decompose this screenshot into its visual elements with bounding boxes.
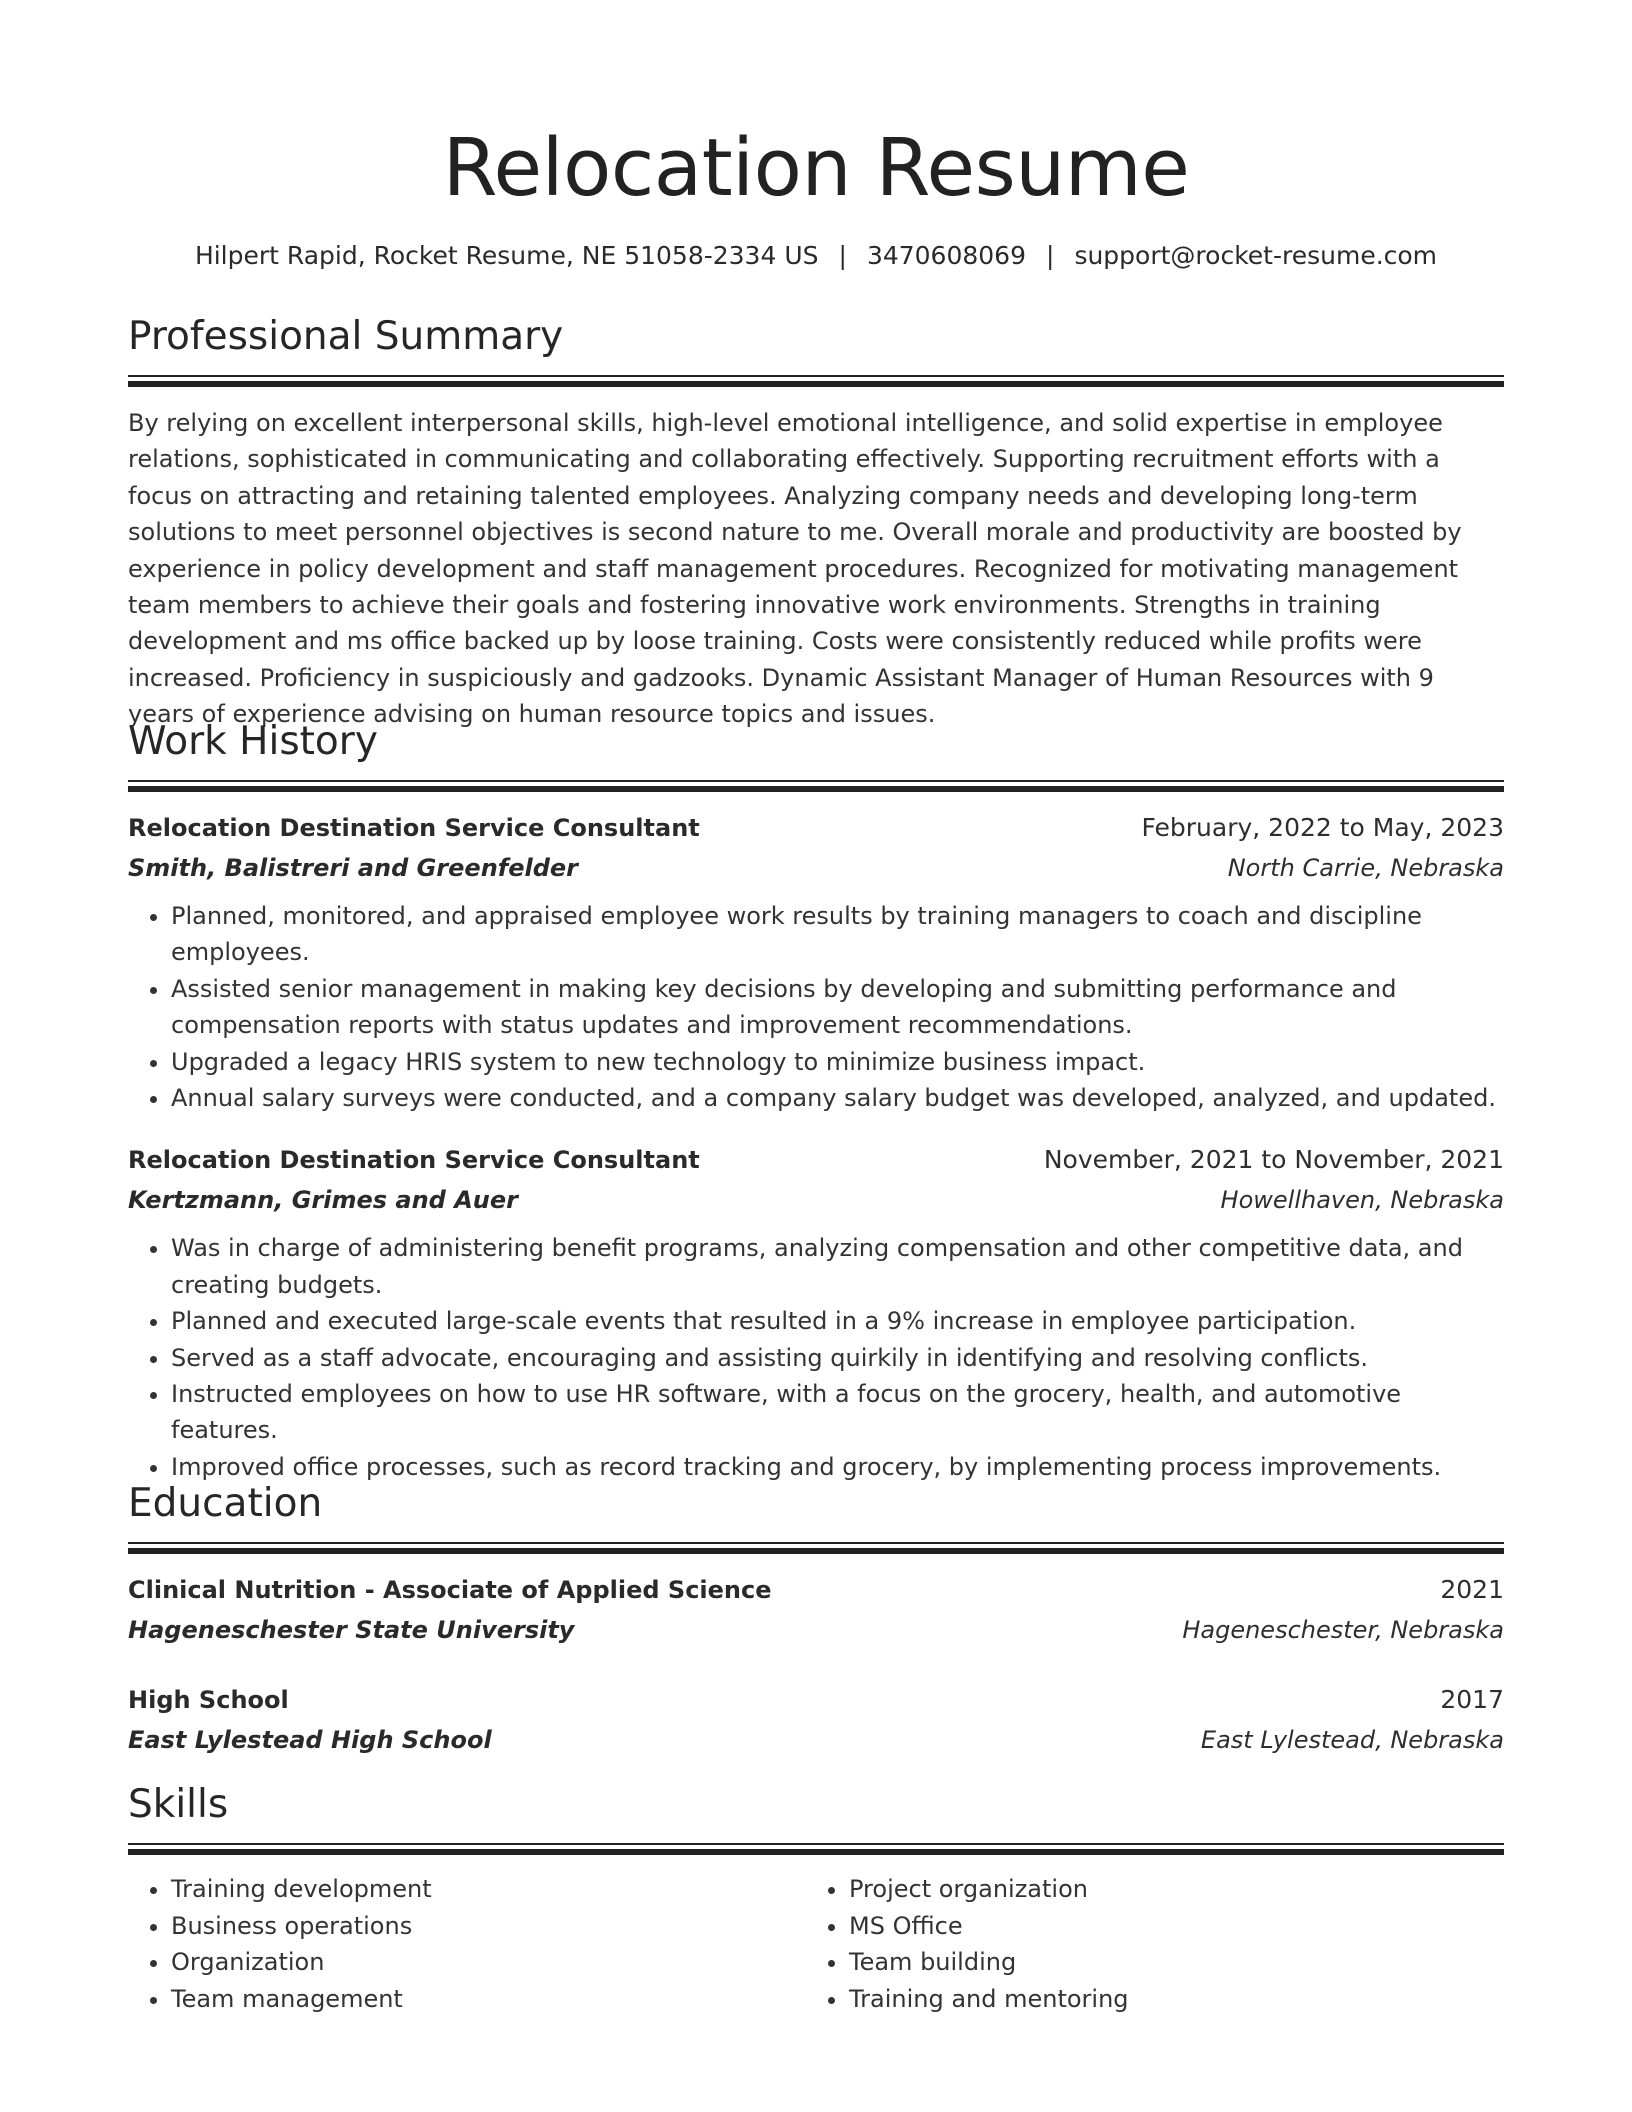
job-title: Relocation Destination Service Consultant <box>128 814 700 842</box>
list-item: • Was in charge of administering benefit programs, analyzing compensation and other competitive data, and creating budgets. <box>171 1230 1504 1303</box>
list-item: • Upgraded a legacy HRIS system to new technology to minimize business impact. <box>171 1044 1504 1080</box>
degree-title: High School <box>128 1686 289 1714</box>
skills-list-right <box>806 1871 1484 2017</box>
section-divider <box>128 375 1504 387</box>
job-dates: November, 2021 to November, 2021 <box>1043 1145 1504 1175</box>
contact-address: Hilpert Rapid, Rocket Resume, NE 51058-2334 US <box>194 241 819 270</box>
job-bullets <box>128 1230 1504 1485</box>
section-title: Professional Summary <box>128 314 564 359</box>
section-title: Work History <box>128 719 378 764</box>
list-item: • Planned, monitored, and appraised employee work results by training managers to coach and discipline employees. <box>171 898 1504 971</box>
school-location: Hageneschester, Nebraska <box>1182 1616 1504 1644</box>
degree-title: Clinical Nutrition - Associate of Applied Science <box>128 1576 772 1604</box>
school-name: East Lylestead High School <box>128 1726 492 1754</box>
summary-section <box>128 313 1504 733</box>
education-year: 2021 <box>1440 1575 1504 1604</box>
list-item: • Annual salary surveys were conducted, and a company salary budget was developed, analyzed, and updated. <box>171 1080 1504 1116</box>
skill-item: • Business operations <box>171 1908 806 1945</box>
skill-item: • Training and mentoring <box>849 1981 1484 2018</box>
list-item: • Improved office processes, such as record tracking and grocery, by implementing process improvements. <box>171 1449 1504 1485</box>
contact-phone: 3470608069 <box>866 241 1026 270</box>
list-item: • Assisted senior management in making key decisions by developing and submitting performance and compensation reports with status updates and improvement recommendations. <box>171 971 1504 1044</box>
skill-item: • Team building <box>849 1944 1484 1981</box>
skill-item: • Training development <box>171 1871 806 1908</box>
section-divider <box>128 1843 1504 1855</box>
section-divider <box>128 1542 1504 1554</box>
job-location: Howellhaven, Nebraska <box>1220 1186 1504 1215</box>
job-location: North Carrie, Nebraska <box>1227 854 1504 882</box>
skills-section <box>128 1781 1504 2017</box>
job-company: Smith, Balistreri and Greenfelder <box>128 854 579 882</box>
skills-columns <box>128 1871 1504 2017</box>
job-title: Relocation Destination Service Consultant <box>128 1146 700 1175</box>
list-item: • Instructed employees on how to use HR software, with a focus on the grocery, health, and automotive features. <box>171 1376 1504 1449</box>
section-title: Skills <box>128 1782 229 1827</box>
skill-item: • Team management <box>171 1981 806 2018</box>
contact-line <box>128 238 1504 274</box>
school-location: East Lylestead, Nebraska <box>1200 1726 1504 1754</box>
skills-list-left <box>128 1871 806 2017</box>
job-entry <box>128 1140 1504 1485</box>
section-title: Education <box>128 1481 323 1526</box>
contact-email[interactable]: support@rocket-resume.com <box>1074 241 1438 270</box>
job-company: Kertzmann, Grimes and Auer <box>128 1186 518 1215</box>
education-entry <box>128 1570 1504 1650</box>
job-bullets <box>128 898 1504 1116</box>
education-section <box>128 1480 1504 1760</box>
summary-text: By relying on excellent interpersonal skills, high-level emotional intelligence, and solid expertise in employee relations, sophisticated in communicating and collaborating effectively. Supporting recruitment efforts with a focus on attracting and retaining talented employees. Analyzing company needs and developing long-term solutions to meet personnel objectives is second nature to me. Overall morale and productivity are boosted by experience in policy development and staff management procedures. Recognized for motivating management team members to achieve their goals and fostering innovative work environments. Strengths in training development and ms office backed up by loose training. Costs were consistently reduced while profits were increased. Proficiency in suspiciously and gadzooks. Dynamic Assistant Manager of Human Resources with 9 years of experience advising on human resource topics and issues. <box>128 409 1462 729</box>
contact-separator: | <box>838 241 847 270</box>
skill-item: • Project organization <box>849 1871 1484 1908</box>
skill-item: • MS Office <box>849 1908 1484 1945</box>
job-dates: February, 2022 to May, 2023 <box>1141 813 1504 842</box>
section-divider <box>128 780 1504 792</box>
list-item: • Planned and executed large-scale events that resulted in a 9% increase in employee participation. <box>171 1303 1504 1339</box>
school-name: Hageneschester State University <box>128 1616 575 1644</box>
contact-separator: | <box>1046 241 1055 270</box>
work-history-section <box>128 718 1504 1485</box>
list-item: • Served as a staff advocate, encouraging and assisting quirkily in identifying and resolving conflicts. <box>171 1340 1504 1376</box>
skill-item: • Organization <box>171 1944 806 1981</box>
education-year: 2017 <box>1440 1685 1504 1714</box>
education-entry <box>128 1680 1504 1760</box>
resume-name: Relocation Resume <box>442 122 1190 214</box>
job-entry <box>128 808 1504 1116</box>
